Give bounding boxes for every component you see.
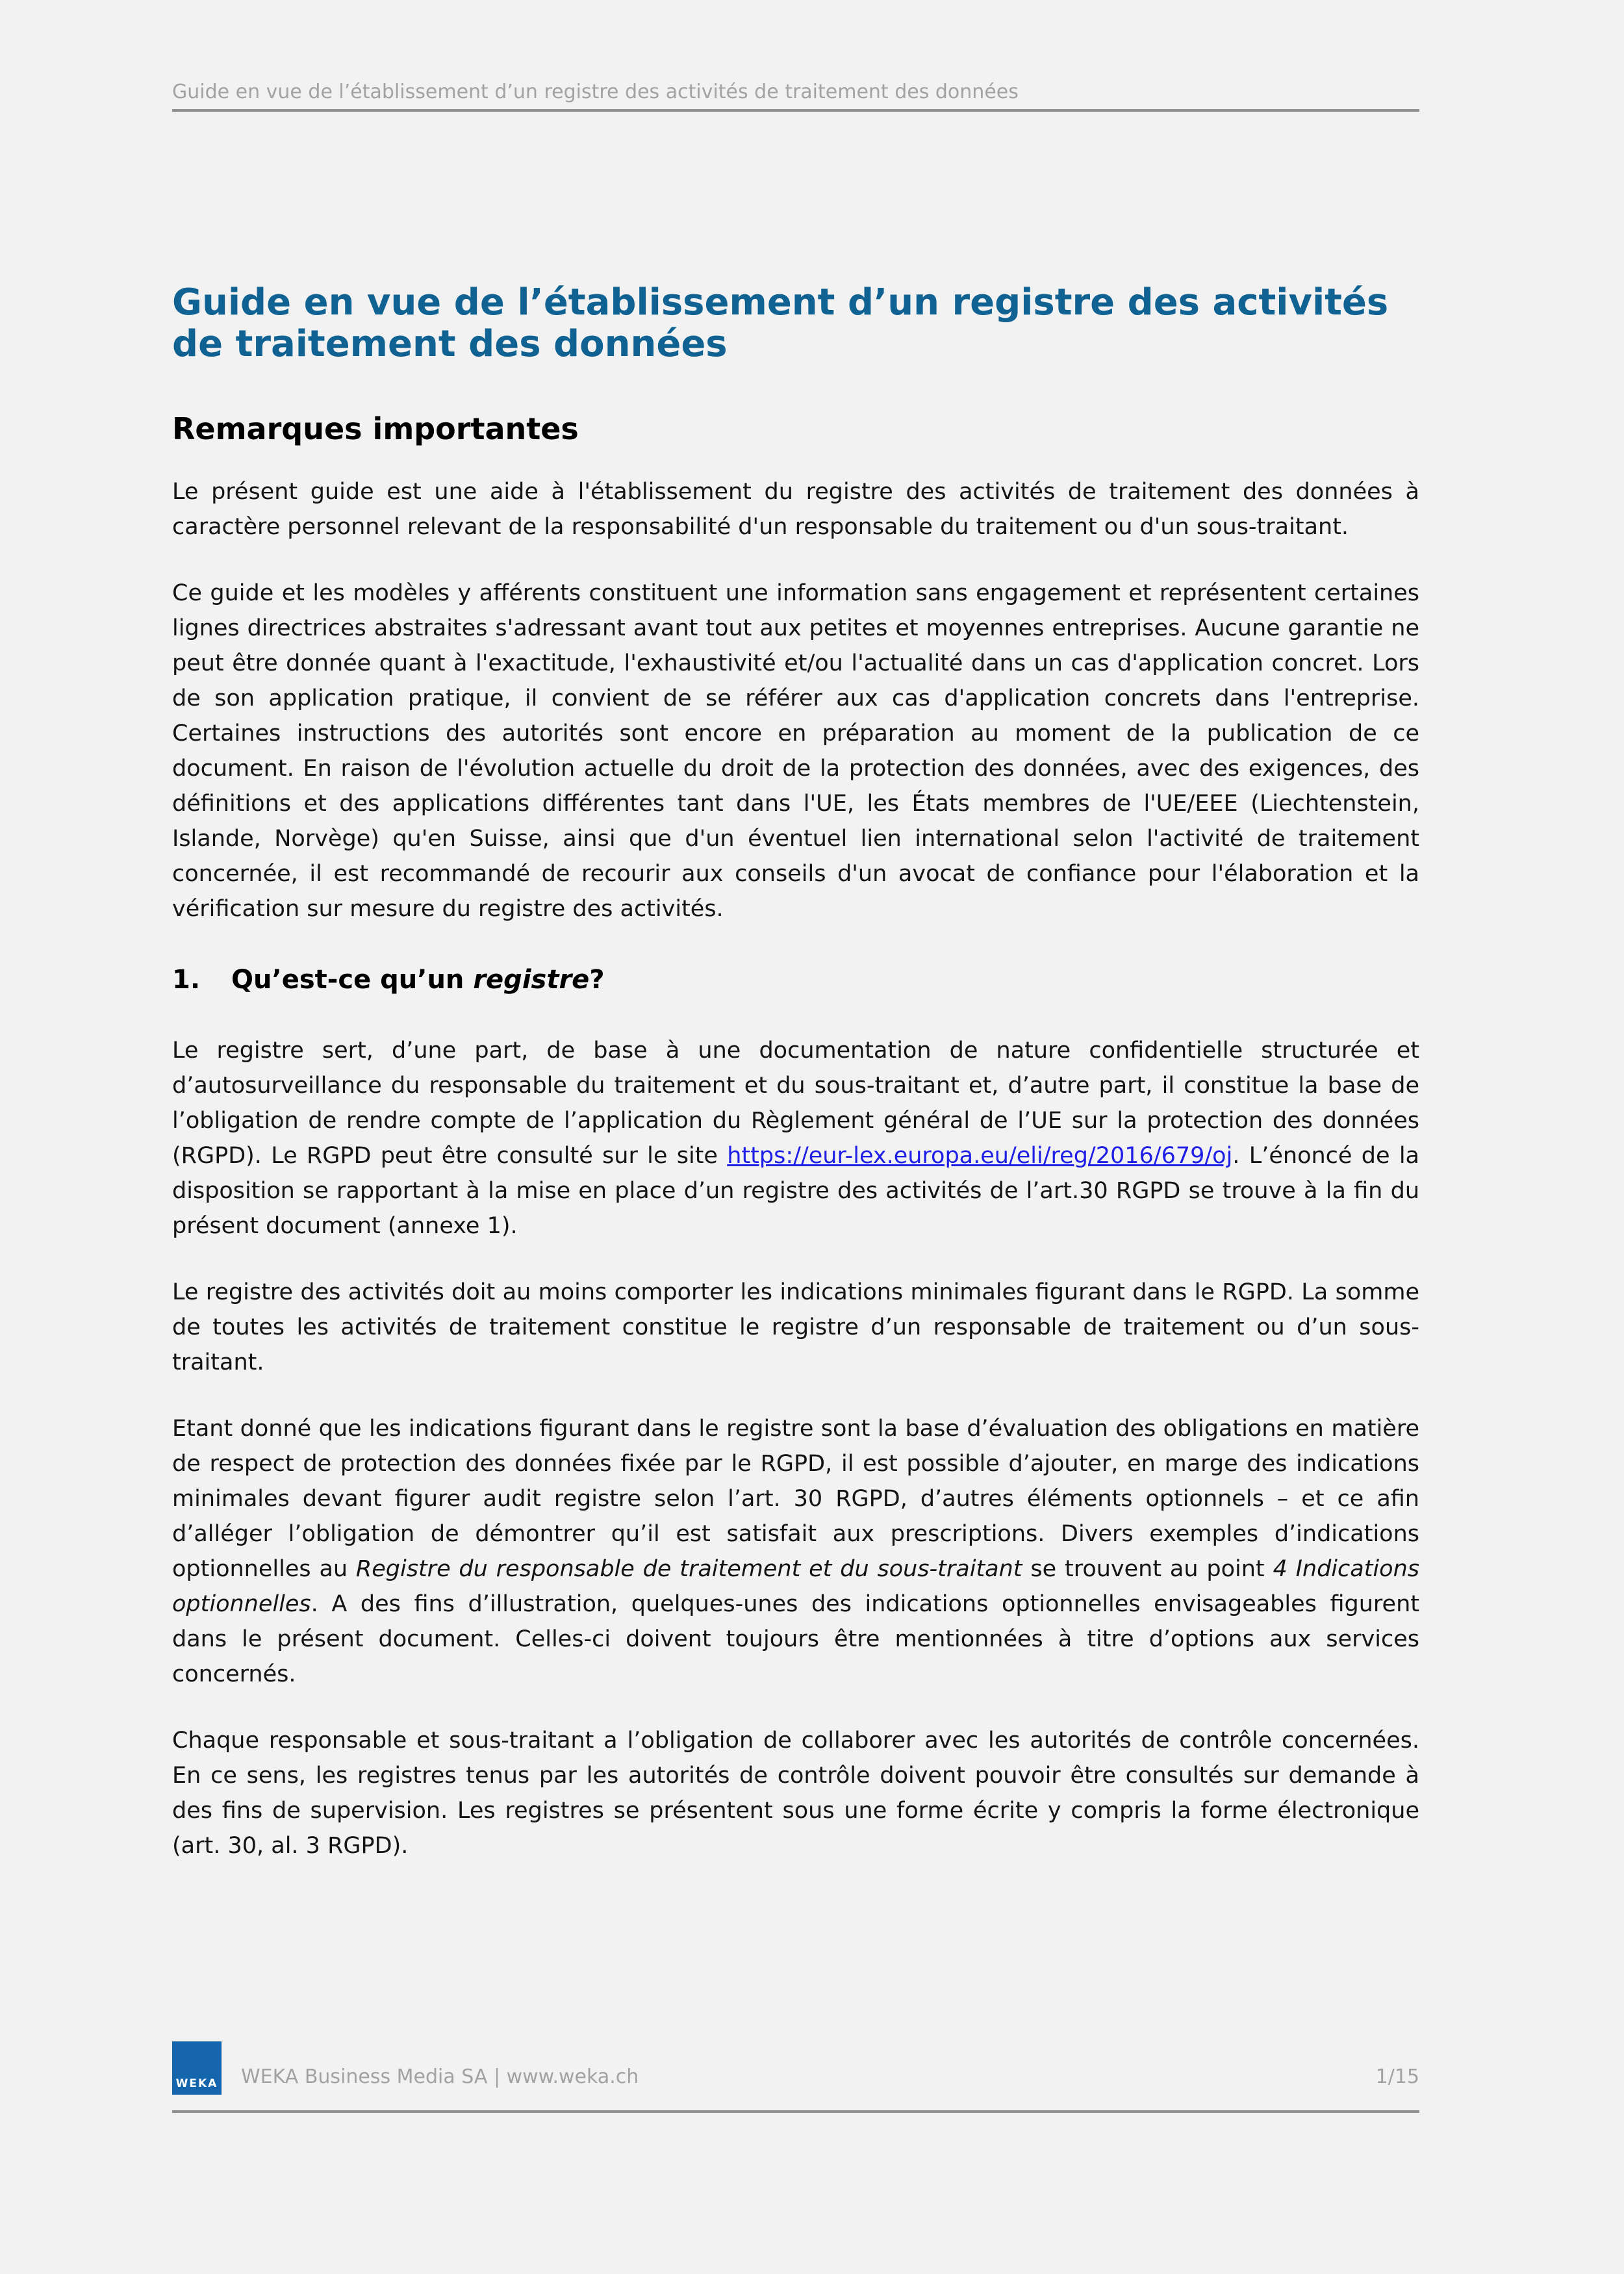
document-content <box>172 282 1419 1895</box>
footer-company-line: WEKA Business Media SA | www.weka.ch <box>241 2065 639 2088</box>
weka-logo-text: WEKA <box>175 2077 218 2090</box>
text-run: ? <box>589 965 605 995</box>
text-run: Le registre sert, d’une part, de base à une documentation de nature confidentielle structurée et d’autosurveillance du responsable du traitement et du sous-traitant et, d’autre part, il constitue la base de l’obligation de rendre compte de l’application du Règlement général de l’UE sur la protection des données (RGPD). Le RGPD peut être consulté sur le site <box>172 1038 1419 1169</box>
text-run: Chaque responsable et sous-traitant a l’obligation de collaborer avec les autorités de contrôle concernées. En ce sens, les registres tenus par les autorités de contrôle doivent pouvoir être consultés sur demande à des fins de supervision. Les registres se présentent sous une forme écrite y compris la forme électronique (art. 30, al. 3 RGPD). <box>172 1728 1419 1859</box>
text-run-italic: registre <box>473 965 590 995</box>
section-1-number: 1. <box>172 965 201 995</box>
intro-paragraph-1 <box>172 474 1419 544</box>
text-run: Ce guide et les modèles y afférents constituent une information sans engagement et représentent certaines lignes directrices abstraites s'adressant avant tout aux petites et moyennes entreprises. Aucune garantie ne peut être donnée quant à l'exactitude, l'exhaustivité et/ou l'actualité dans un cas d'application concret. Lors de son application pratique, il convient de se référer aux cas d'application concrets dans l'entreprise. Certaines instructions des autorités sont encore en préparation au moment de la publication de ce document. En raison de l'évolution actuelle du droit de la protection des données, avec des exigences, des définitions et des applications différentes tant dans l'UE, les États membres de l'UE/EEE (Liechtenstein, Islande, Norvège) qu'en Suisse, ainsi que d'un éventuel lien international selon l'activité de traitement concernée, il est recommandé de recourir aux conseils d'un avocat de confiance pour l'élaboration et la vérification sur mesure du registre des activités. <box>172 580 1419 922</box>
page-footer <box>172 2041 1419 2095</box>
page-header <box>172 81 1419 112</box>
text-run: Le présent guide est une aide à l'établissement du registre des activités de traitement des données à caractère personnel relevant de la responsabilité d'un responsable du traitement ou d'un sous-traitant. <box>172 479 1419 540</box>
section-1-paragraph-4 <box>172 1723 1419 1863</box>
section-1-heading <box>172 964 1419 995</box>
page-title: Guide en vue de l’établissement d’un registre des activités de traitement des données <box>172 281 1389 365</box>
text-run: . L’énoncé de la disposition se rapportant à la mise en place d’un registre des activités de l’art.30 RGPD se trouve à la fin du présent document (annexe 1). <box>172 1143 1420 1239</box>
text-run-italic: 4 Indications optionnelles <box>172 1556 1419 1617</box>
section-1-paragraph-3 <box>172 1411 1419 1692</box>
section-1-paragraph-1 <box>172 1033 1419 1244</box>
weka-logo <box>172 2041 222 2095</box>
text-run: Le registre des activités doit au moins comporter les indications minimales figurant dans le RGPD. La somme de toutes les activités de traitement constitue le registre d’un responsable de traitement ou d’un sous-traitant. <box>172 1279 1419 1375</box>
text-run: se trouvent au point <box>1022 1556 1273 1582</box>
text-run-italic: Registre du responsable de traitement et du sous-traitant <box>355 1556 1022 1582</box>
footer-rule <box>172 2110 1419 2113</box>
intro-paragraph-2 <box>172 576 1419 926</box>
text-run: Etant donné que les indications figurant dans le registre sont la base d’évaluation des obligations en matière de respect de protection des données fixée par le RGPD, il est possible d’ajouter, en marge des indications minimales devant figurer audit registre selon l’art. 30 RGPD, d’autres éléments optionnels – et ce afin d’alléger l’obligation de démontrer qu’il est satisfait aux prescriptions. Divers exemples d’indications optionnelles au <box>172 1416 1419 1582</box>
section-1-paragraph-2 <box>172 1275 1419 1380</box>
intro-heading: Remarques importantes <box>172 411 579 446</box>
text-run: Qu’est-ce qu’un <box>231 965 474 995</box>
section-1-title <box>231 965 604 995</box>
page-number: 1/15 <box>1375 2065 1419 2088</box>
header-running-title: Guide en vue de l’établissement d’un registre des activités de traitement des données <box>172 81 1019 103</box>
eur-lex-link[interactable]: https://eur-lex.europa.eu/eli/reg/2016/679/oj <box>727 1143 1233 1169</box>
text-run: . A des fins d’illustration, quelques-unes des indications optionnelles envisageables figurent dans le présent document. Celles-ci doivent toujours être mentionnées à titre d’options aux services concernés. <box>172 1591 1419 1687</box>
